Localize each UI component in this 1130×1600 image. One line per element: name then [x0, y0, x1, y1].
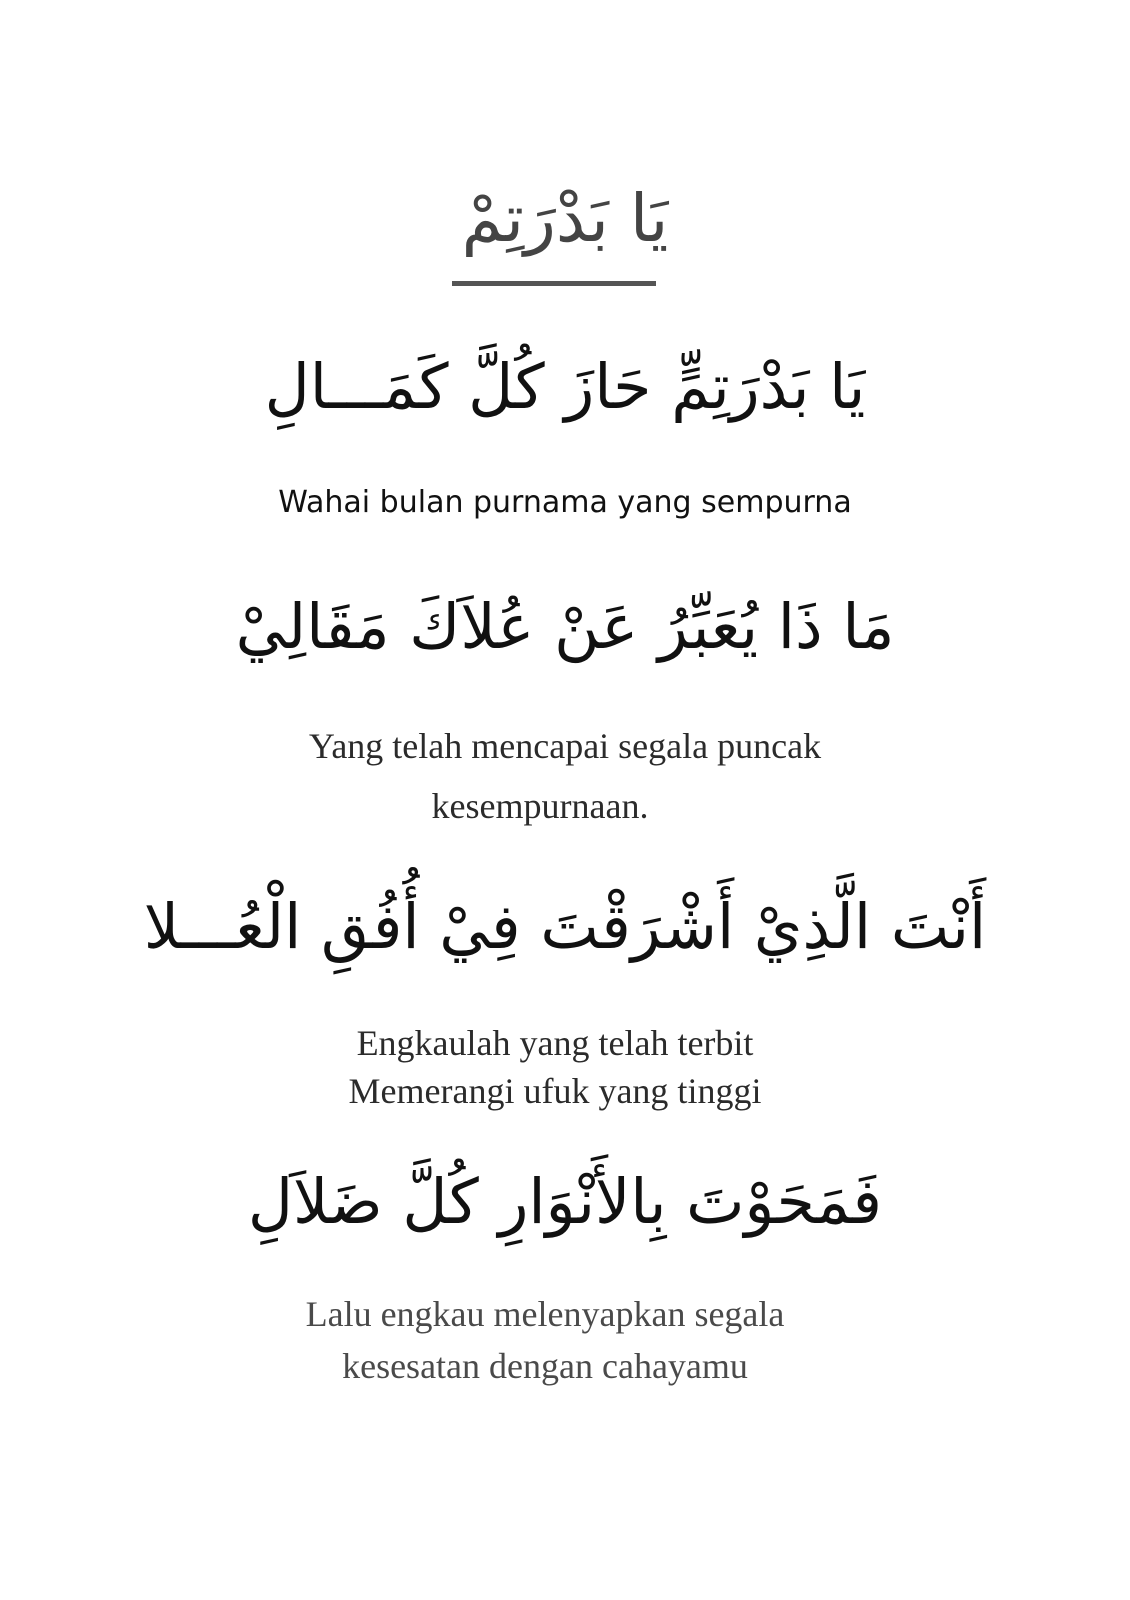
verse-2-arabic: مَا ذَا يُعَبِّرُ عَنْ عُلاَكَ مَقَالِيْ — [235, 590, 895, 663]
verse-3-translation-line-1: Engkaulah yang telah terbit — [356, 1023, 754, 1063]
verse-3-translation-line-2: Memerangi ufuk yang tinggi — [348, 1071, 762, 1111]
verse-4-arabic: فَمَحَوْتَ بِالأَنْوَارِ كُلَّ ضَلاَلِ — [247, 1165, 883, 1238]
verse-2-translation-line-1: Yang telah mencapai segala puncak — [308, 726, 822, 766]
verse-3-arabic: أَنْتَ الَّذِيْ أَشْرَقْتَ فِيْ أُفُقِ الْعُـــلا — [143, 890, 987, 963]
poem-title: يَا بَدْرَتِمْ — [461, 180, 669, 257]
verse-1-translation-line-1: Wahai bulan purnama yang sempurna — [278, 485, 852, 520]
verse-1-arabic: يَا بَدْرَتِمٍّ حَازَ كُلَّ كَمَـــالِ — [264, 350, 866, 423]
verse-2-translation-line-2: kesempurnaan. — [431, 786, 649, 826]
verse-4-translation-line-1: Lalu engkau melenyapkan segala — [305, 1294, 785, 1334]
title-underline — [452, 281, 656, 286]
verse-4-translation-line-2: kesesatan dengan cahayamu — [342, 1346, 748, 1386]
